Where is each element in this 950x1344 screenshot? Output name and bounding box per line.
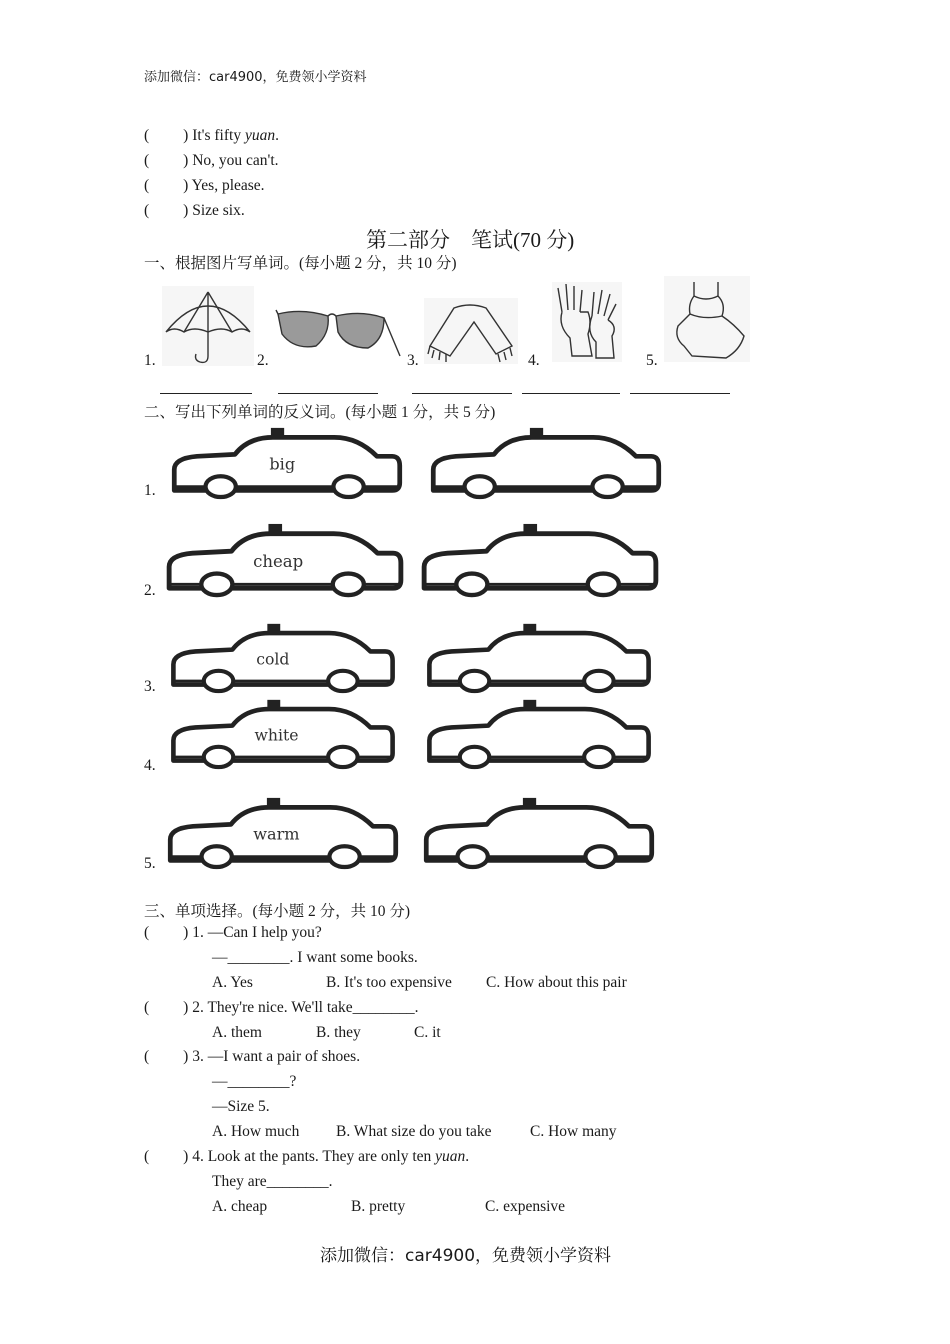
question-stem: ( ) 4. Look at the pants. They are only ten yuan. [144,1148,470,1165]
option-b[interactable]: B. pretty [351,1198,406,1215]
item-number: 1. [144,352,156,369]
header-note: 添加微信：car4900，免费领小学资料 [144,70,367,85]
list-item: ( ) Size six. [144,202,245,219]
option-c[interactable]: C. expensive [485,1198,566,1215]
question-stem: ( ) 3. —I want a pair of shoes. [144,1048,361,1065]
answer-car[interactable] [420,426,672,498]
car-word: white [254,725,299,745]
car-picture [158,796,408,868]
car-word: warm [253,824,300,844]
item-number: 3. [407,352,419,369]
answer-blank[interactable] [522,393,620,394]
answer-car[interactable] [418,522,662,596]
item-number: 5. [144,855,156,872]
section2-heading: 二、写出下列单词的反义词。(每小题 1 分，共 5 分) [144,404,496,421]
list-item: ( ) It's fifty yuan. [144,127,279,144]
sunglasses-icon [272,304,402,360]
car-picture [160,522,410,596]
option-b[interactable]: B. they [316,1024,361,1041]
umbrella-icon [162,286,254,366]
car-word: big [269,454,296,474]
question-line: —________. I want some books. [212,949,418,966]
item-number: 3. [144,678,156,695]
section1-heading: 一、根据图片写单词。(每小题 2 分，共 10 分) [144,255,457,272]
option-a[interactable]: A. cheap [212,1198,268,1215]
option-c[interactable]: C. it [414,1024,441,1041]
answer-blank[interactable] [630,393,730,394]
item-number: 1. [144,482,156,499]
answer-blank[interactable] [160,393,252,394]
answer-blank[interactable] [412,393,512,394]
item-number: 4. [144,757,156,774]
car-picture [158,698,408,768]
footer-note: 添加微信：car4900，免费领小学资料 [320,1246,612,1266]
item-number: 4. [528,352,540,369]
list-item: ( ) No, you can't. [144,152,279,169]
item-number: 2. [144,582,156,599]
option-c[interactable]: C. How about this pair [486,974,627,991]
section3-heading: 三、单项选择。(每小题 2 分，共 10 分) [144,903,411,920]
question-stem: ( ) 2. They're nice. We'll take________. [144,999,419,1016]
scarf-icon [424,298,518,364]
gloves-icon [552,282,622,362]
option-b[interactable]: B. What size do you take [336,1123,492,1140]
answer-car[interactable] [416,698,662,768]
answer-car[interactable] [416,622,662,692]
list-item: ( ) Yes, please. [144,177,265,194]
answer-car[interactable] [416,796,662,868]
car-picture [162,426,412,498]
item-number: 5. [646,352,658,369]
question-line: —Size 5. [212,1098,270,1115]
question-line: —________? [212,1073,297,1090]
option-a[interactable]: A. Yes [212,974,253,991]
part-title: 第二部分 笔试(70 分) [366,228,575,252]
answer-blank[interactable] [278,393,378,394]
option-c[interactable]: C. How many [530,1123,617,1140]
car-word: cheap [253,551,304,571]
item-number: 2. [257,352,269,369]
question-stem: ( ) 1. —Can I help you? [144,924,322,941]
option-a[interactable]: A. them [212,1024,262,1041]
option-a[interactable]: A. How much [212,1123,300,1140]
option-b[interactable]: B. It's too expensive [326,974,452,991]
car-picture [158,622,408,692]
car-word: cold [256,649,290,669]
dress-icon [664,276,750,362]
question-line: They are________. [212,1173,333,1190]
